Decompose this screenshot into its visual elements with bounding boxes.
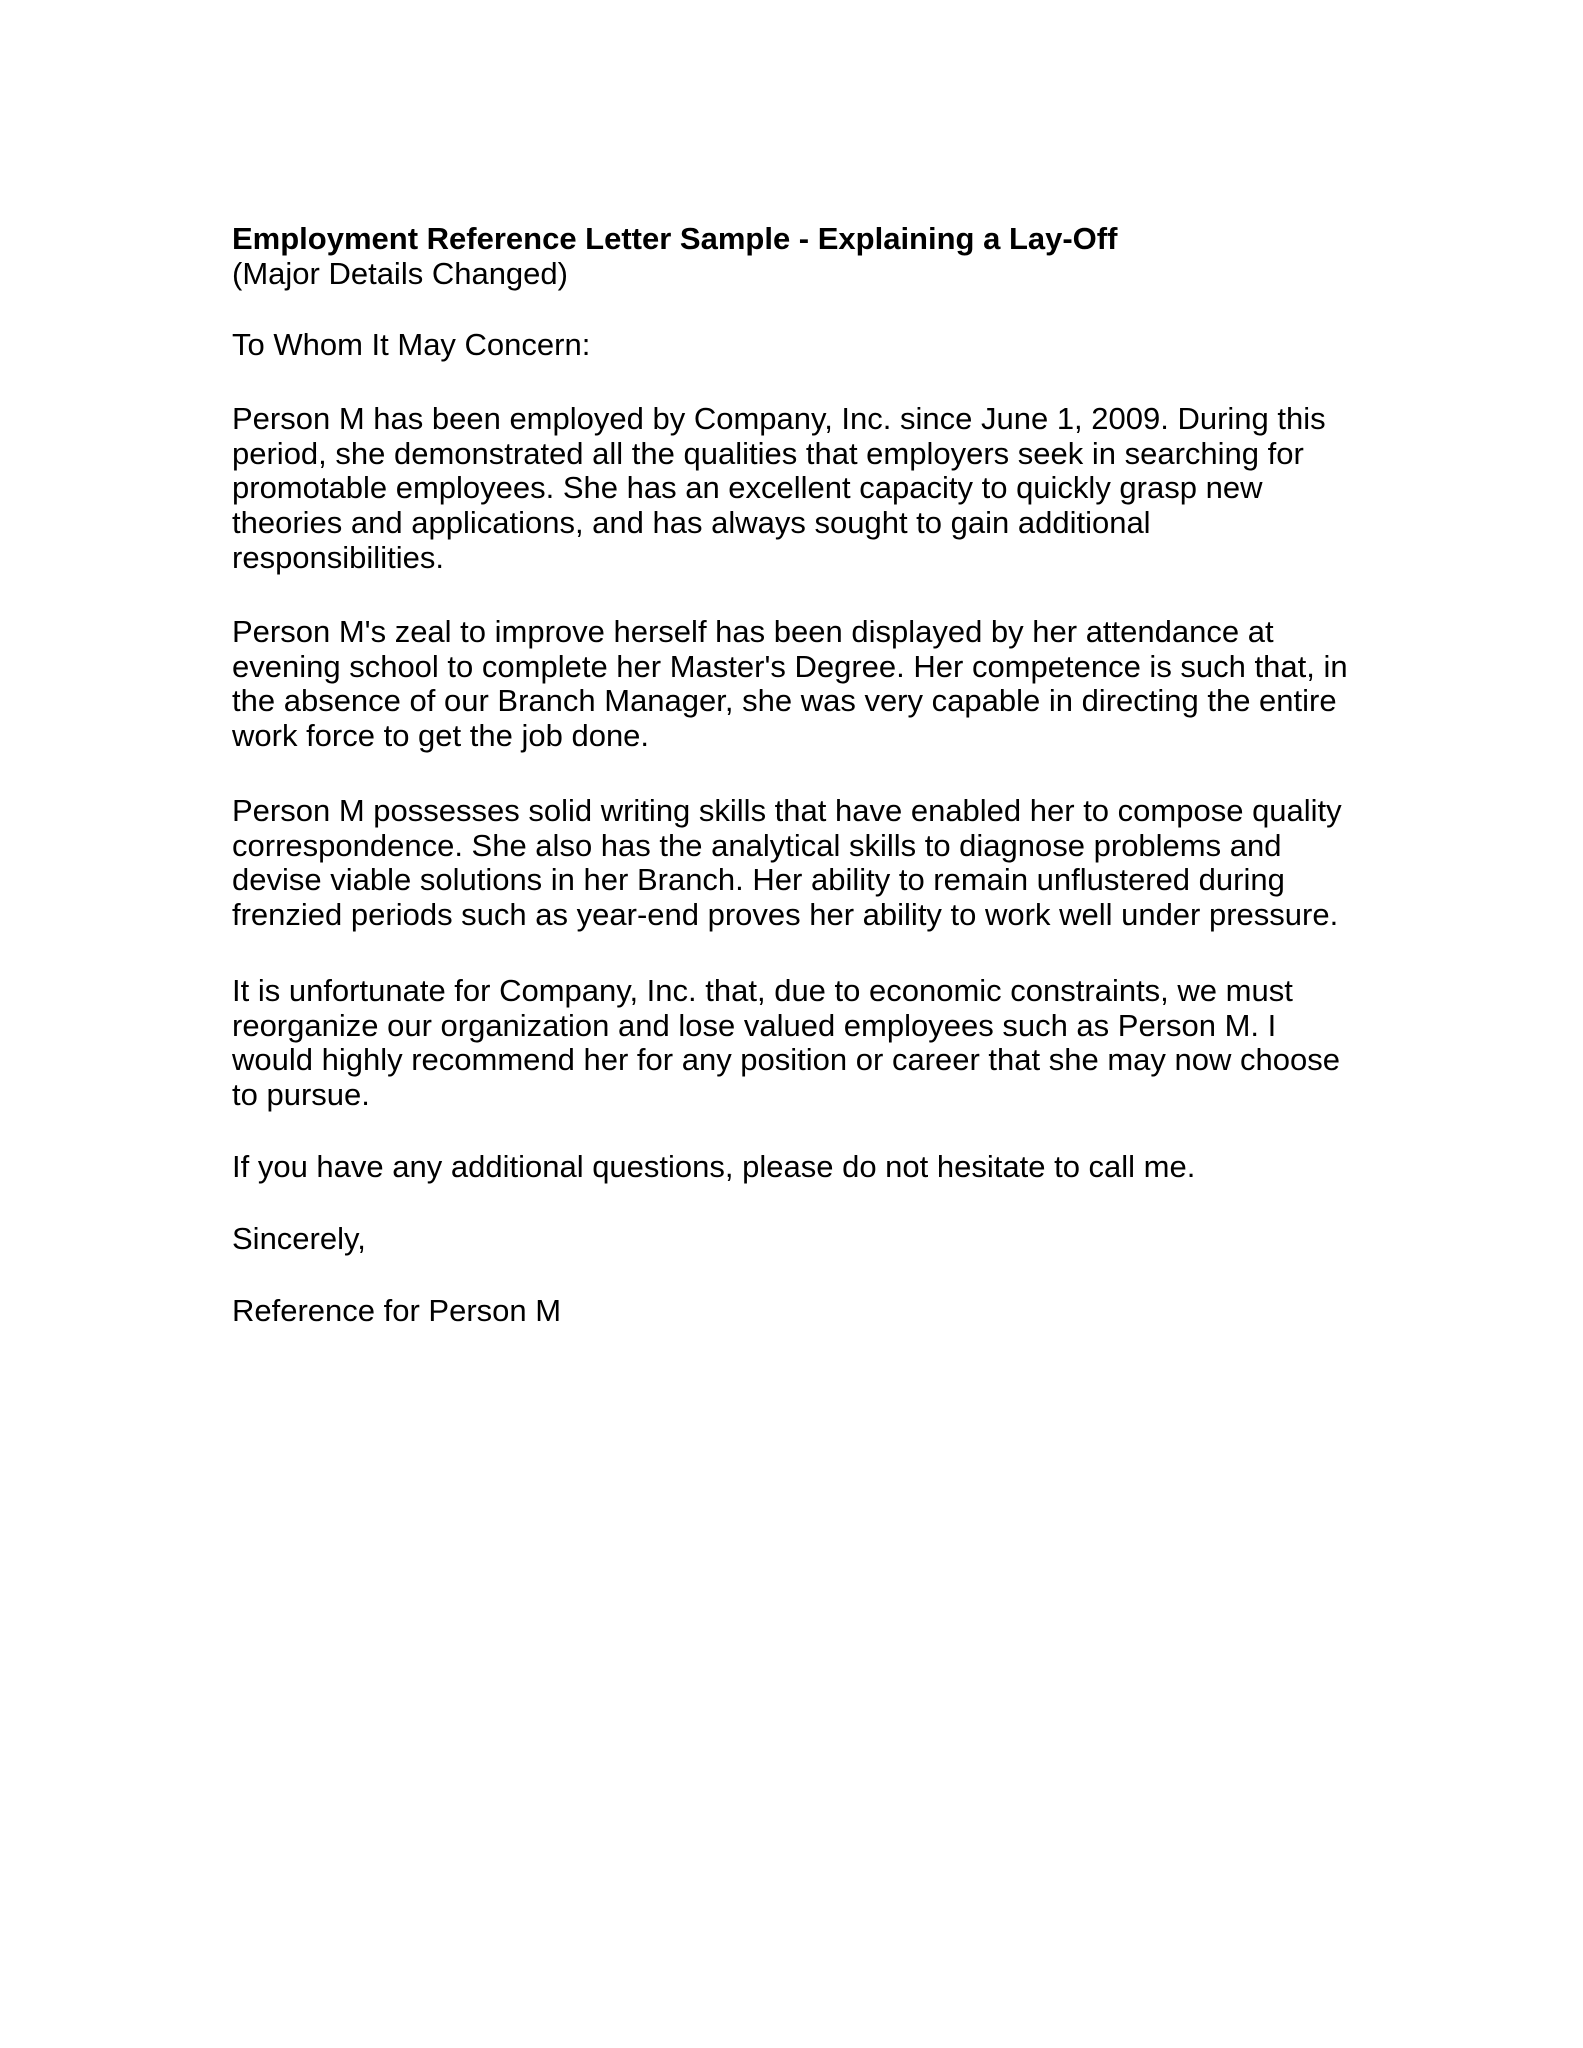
paragraph-line: theories and applications, and has always sought to gain additional xyxy=(232,505,1151,541)
paragraph-line: would highly recommend her for any position or career that she may now choose xyxy=(232,1042,1340,1078)
paragraph-line: responsibilities. xyxy=(232,539,444,575)
signature-text: Reference for Person M xyxy=(232,1292,562,1328)
paragraph-line: Person M has been employed by Company, Inc. since June 1, 2009. During this xyxy=(232,400,1326,436)
paragraph-4 xyxy=(232,974,1340,1113)
paragraph-line: It is unfortunate for Company, Inc. that, due to economic constraints, we must xyxy=(232,972,1293,1008)
paragraph-line: promotable employees. She has an excellent capacity to quickly grasp new xyxy=(232,470,1263,506)
valediction xyxy=(232,1222,366,1257)
closing-note-text: If you have any additional questions, please do not hesitate to call me. xyxy=(232,1148,1196,1184)
paragraph-line: devise viable solutions in her Branch. Her ability to remain unflustered during xyxy=(232,862,1285,898)
paragraph-3 xyxy=(232,794,1342,933)
salutation-text: To Whom It May Concern: xyxy=(232,326,591,362)
paragraph-line: reorganize our organization and lose valued employees such as Person M. I xyxy=(232,1007,1277,1043)
paragraph-line: to pursue. xyxy=(232,1077,370,1113)
paragraph-2 xyxy=(232,615,1348,754)
paragraph-line: correspondence. She also has the analytical skills to diagnose problems and xyxy=(232,827,1282,863)
paragraph-line: the absence of our Branch Manager, she was very capable in directing the entire xyxy=(232,683,1337,719)
letter-title: Employment Reference Letter Sample - Explaining a Lay-Off xyxy=(232,220,1118,256)
paragraph-line: Person M's zeal to improve herself has been displayed by her attendance at xyxy=(232,613,1274,649)
paragraph-line: Person M possesses solid writing skills that have enabled her to compose quality xyxy=(232,792,1342,828)
letter-header xyxy=(232,222,1117,292)
paragraph-line: period, she demonstrated all the qualities that employers seek in searching for xyxy=(232,435,1304,471)
paragraph-1 xyxy=(232,402,1326,576)
paragraph-line: work force to get the job done. xyxy=(232,718,650,754)
letter-subtitle: (Major Details Changed) xyxy=(232,255,568,291)
closing-note xyxy=(232,1150,1195,1185)
paragraph-line: frenzied periods such as year-end proves her ability to work well under pressure. xyxy=(232,897,1339,933)
paragraph-line: evening school to complete her Master's Degree. Her competence is such that, in xyxy=(232,648,1348,684)
signature xyxy=(232,1294,561,1329)
letter-salutation xyxy=(232,328,590,363)
valediction-text: Sincerely, xyxy=(232,1220,366,1256)
